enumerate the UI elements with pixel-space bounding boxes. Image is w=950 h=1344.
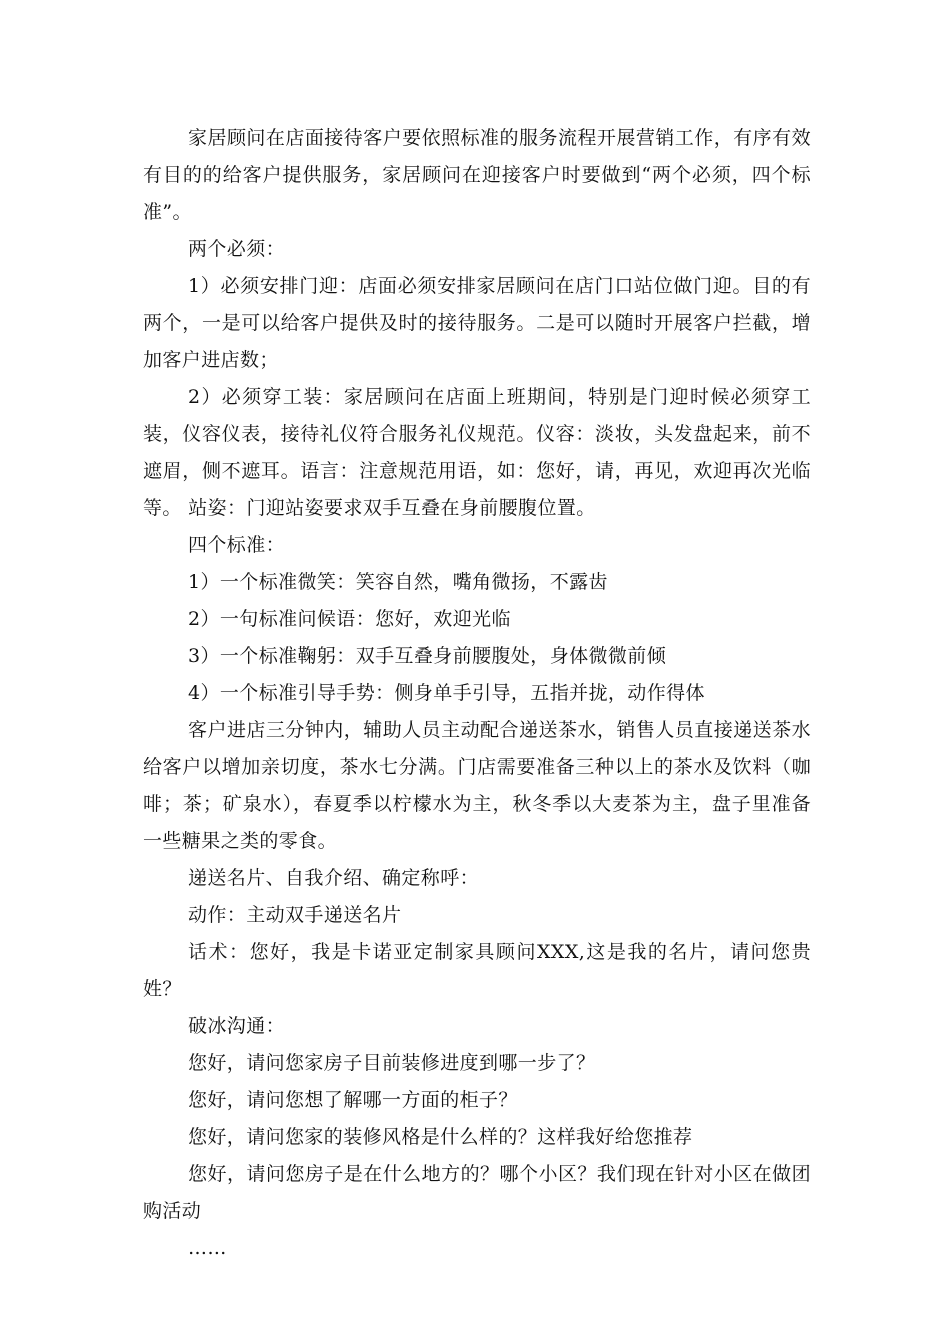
two-musts-heading: 两个必须： (188, 238, 286, 260)
document-body (143, 120, 811, 1267)
four-standards-heading: 四个标准： (188, 534, 286, 556)
action-line: 动作：主动双手递送名片 (188, 904, 402, 926)
standard-item-1: 1）一个标准微笑：笑容自然，嘴角微扬，不露齿 (188, 571, 608, 593)
must-item-2: 2）必须穿工装：家居顾问在店面上班期间，特别是门迎时候必须穿工装，仪容仪表，接待礼仪符合服务礼仪规范。仪容：淡妆，头发盘起来，前不遮眉，侧不遮耳。语言：注意规范用语，如：您好，请，再见，欢迎再次光临等。 站姿：门迎站姿要求双手互叠在身前腰腹位置。 (143, 386, 811, 519)
icebreaker-question-1: 您好，请问您家房子目前装修进度到哪一步了？ (188, 1052, 596, 1074)
standard-item-3: 3）一个标准鞠躬：双手互叠身前腰腹处，身体微微前倾 (188, 645, 667, 667)
standard-item-4: 4）一个标准引导手势：侧身单手引导，五指并拢，动作得体 (188, 682, 705, 704)
must-item-1: 1）必须安排门迎：店面必须安排家居顾问在店门口站位做门迎。目的有两个，一是可以给客户提供及时的接待服务。二是可以随时开展客户拦截，增加客户进店数； (143, 275, 811, 371)
ellipsis-line: …… (188, 1237, 227, 1259)
icebreaker-question-4: 您好，请问您房子是在什么地方的？哪个小区？我们现在针对小区在做团购活动 (143, 1163, 811, 1222)
icebreaker-heading: 破冰沟通： (188, 1015, 286, 1037)
business-card-heading: 递送名片、自我介绍、确定称呼： (188, 867, 480, 889)
standard-item-2: 2）一句标准问候语：您好，欢迎光临 (188, 608, 511, 630)
script-line: 话术：您好，我是卡诺亚定制家具顾问XXX,这是我的名片，请问您贵姓？ (143, 941, 811, 1000)
intro-paragraph: 家居顾问在店面接待客户要依照标准的服务流程开展营销工作，有序有效有目的的给客户提供服务，家居顾问在迎接客户时要做到“两个必须，四个标准”。 (143, 127, 811, 223)
icebreaker-question-3: 您好，请问您家的装修风格是什么样的？这样我好给您推荐 (188, 1126, 693, 1148)
icebreaker-question-2: 您好，请问您想了解哪一方面的柜子？ (188, 1089, 518, 1111)
tea-service-paragraph: 客户进店三分钟内，辅助人员主动配合递送茶水，销售人员直接递送茶水给客户以增加亲切度，茶水七分满。门店需要准备三种以上的茶水及饮料（咖啡；茶；矿泉水），春夏季以柠檬水为主，秋冬季以大麦茶为主，盘子里准备一些糖果之类的零食。 (143, 719, 811, 852)
